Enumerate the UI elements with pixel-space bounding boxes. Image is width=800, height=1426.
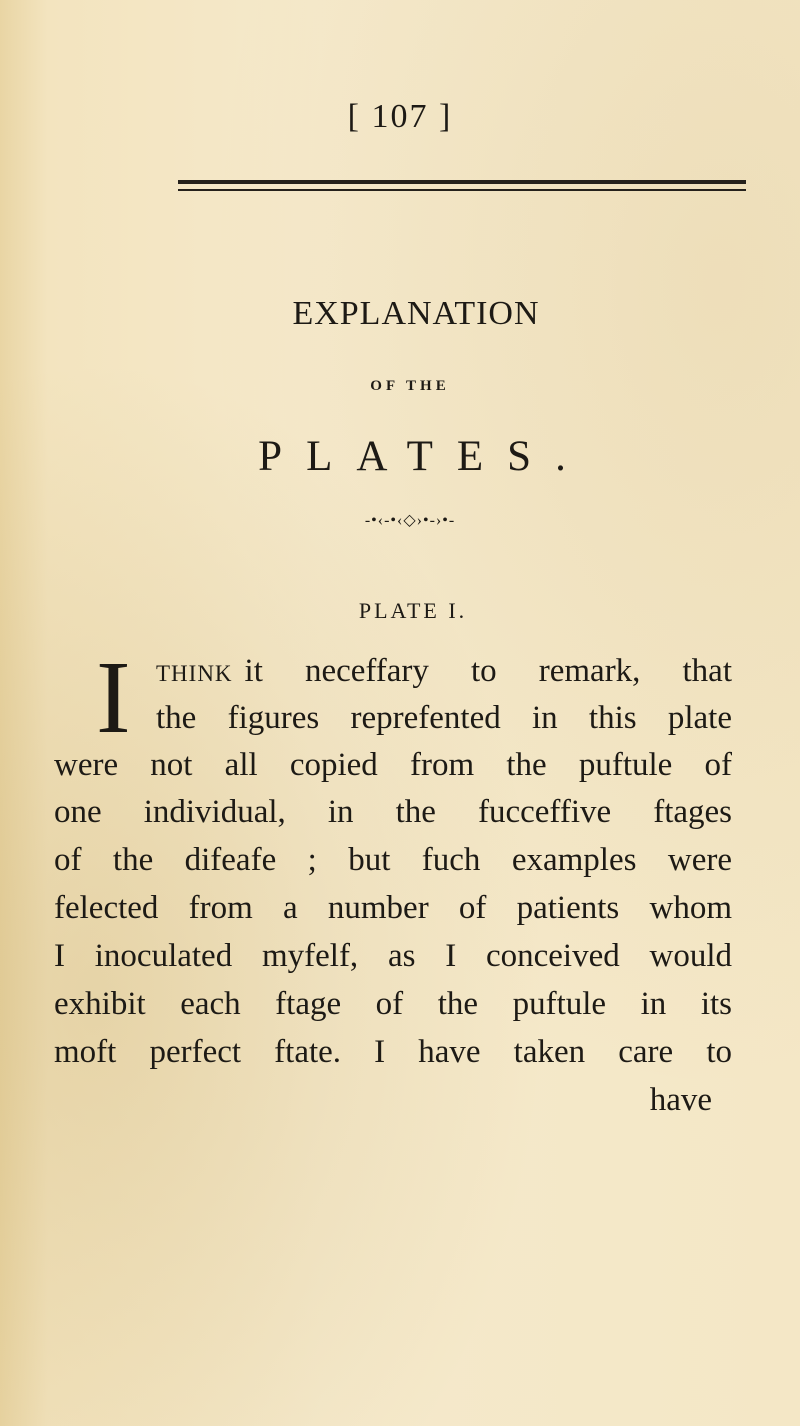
text-line-8: exhibit each ftage of the puftule in its xyxy=(54,986,732,1022)
title-of-the: OF THE xyxy=(370,378,450,394)
drop-cap: I xyxy=(96,640,131,755)
text-line-9: moft perfect ftate. I have taken care to xyxy=(54,1034,732,1070)
text-line-2: the figures reprefented in this plate xyxy=(156,700,732,736)
page-number: [ 107 ] xyxy=(347,98,453,135)
title-explanation: EXPLANATION xyxy=(292,295,540,332)
text-line-5: of the difeafe ; but fuch examples were xyxy=(54,842,732,878)
header-rule-thin xyxy=(178,189,746,191)
title-plates: PLATES. xyxy=(258,433,590,480)
section-heading: PLATE I. xyxy=(358,598,468,623)
text-line-1-rest: it neceffary to remark, that xyxy=(244,653,732,689)
header-rule-thick xyxy=(178,180,746,184)
text-line-4: one individual, in the fucceffive ftages xyxy=(54,794,732,830)
first-word: think xyxy=(156,653,233,689)
ornament-divider: -•‹-•‹◇›•-›•- xyxy=(364,512,456,529)
text-line-7: I inoculated myfelf, as I conceived would xyxy=(54,938,732,974)
catchword: have xyxy=(649,1082,712,1118)
text-line-1 xyxy=(156,651,732,691)
text-line-3: were not all copied from the puftule of xyxy=(54,747,732,783)
text-line-6: felected from a number of patients whom xyxy=(54,890,732,926)
